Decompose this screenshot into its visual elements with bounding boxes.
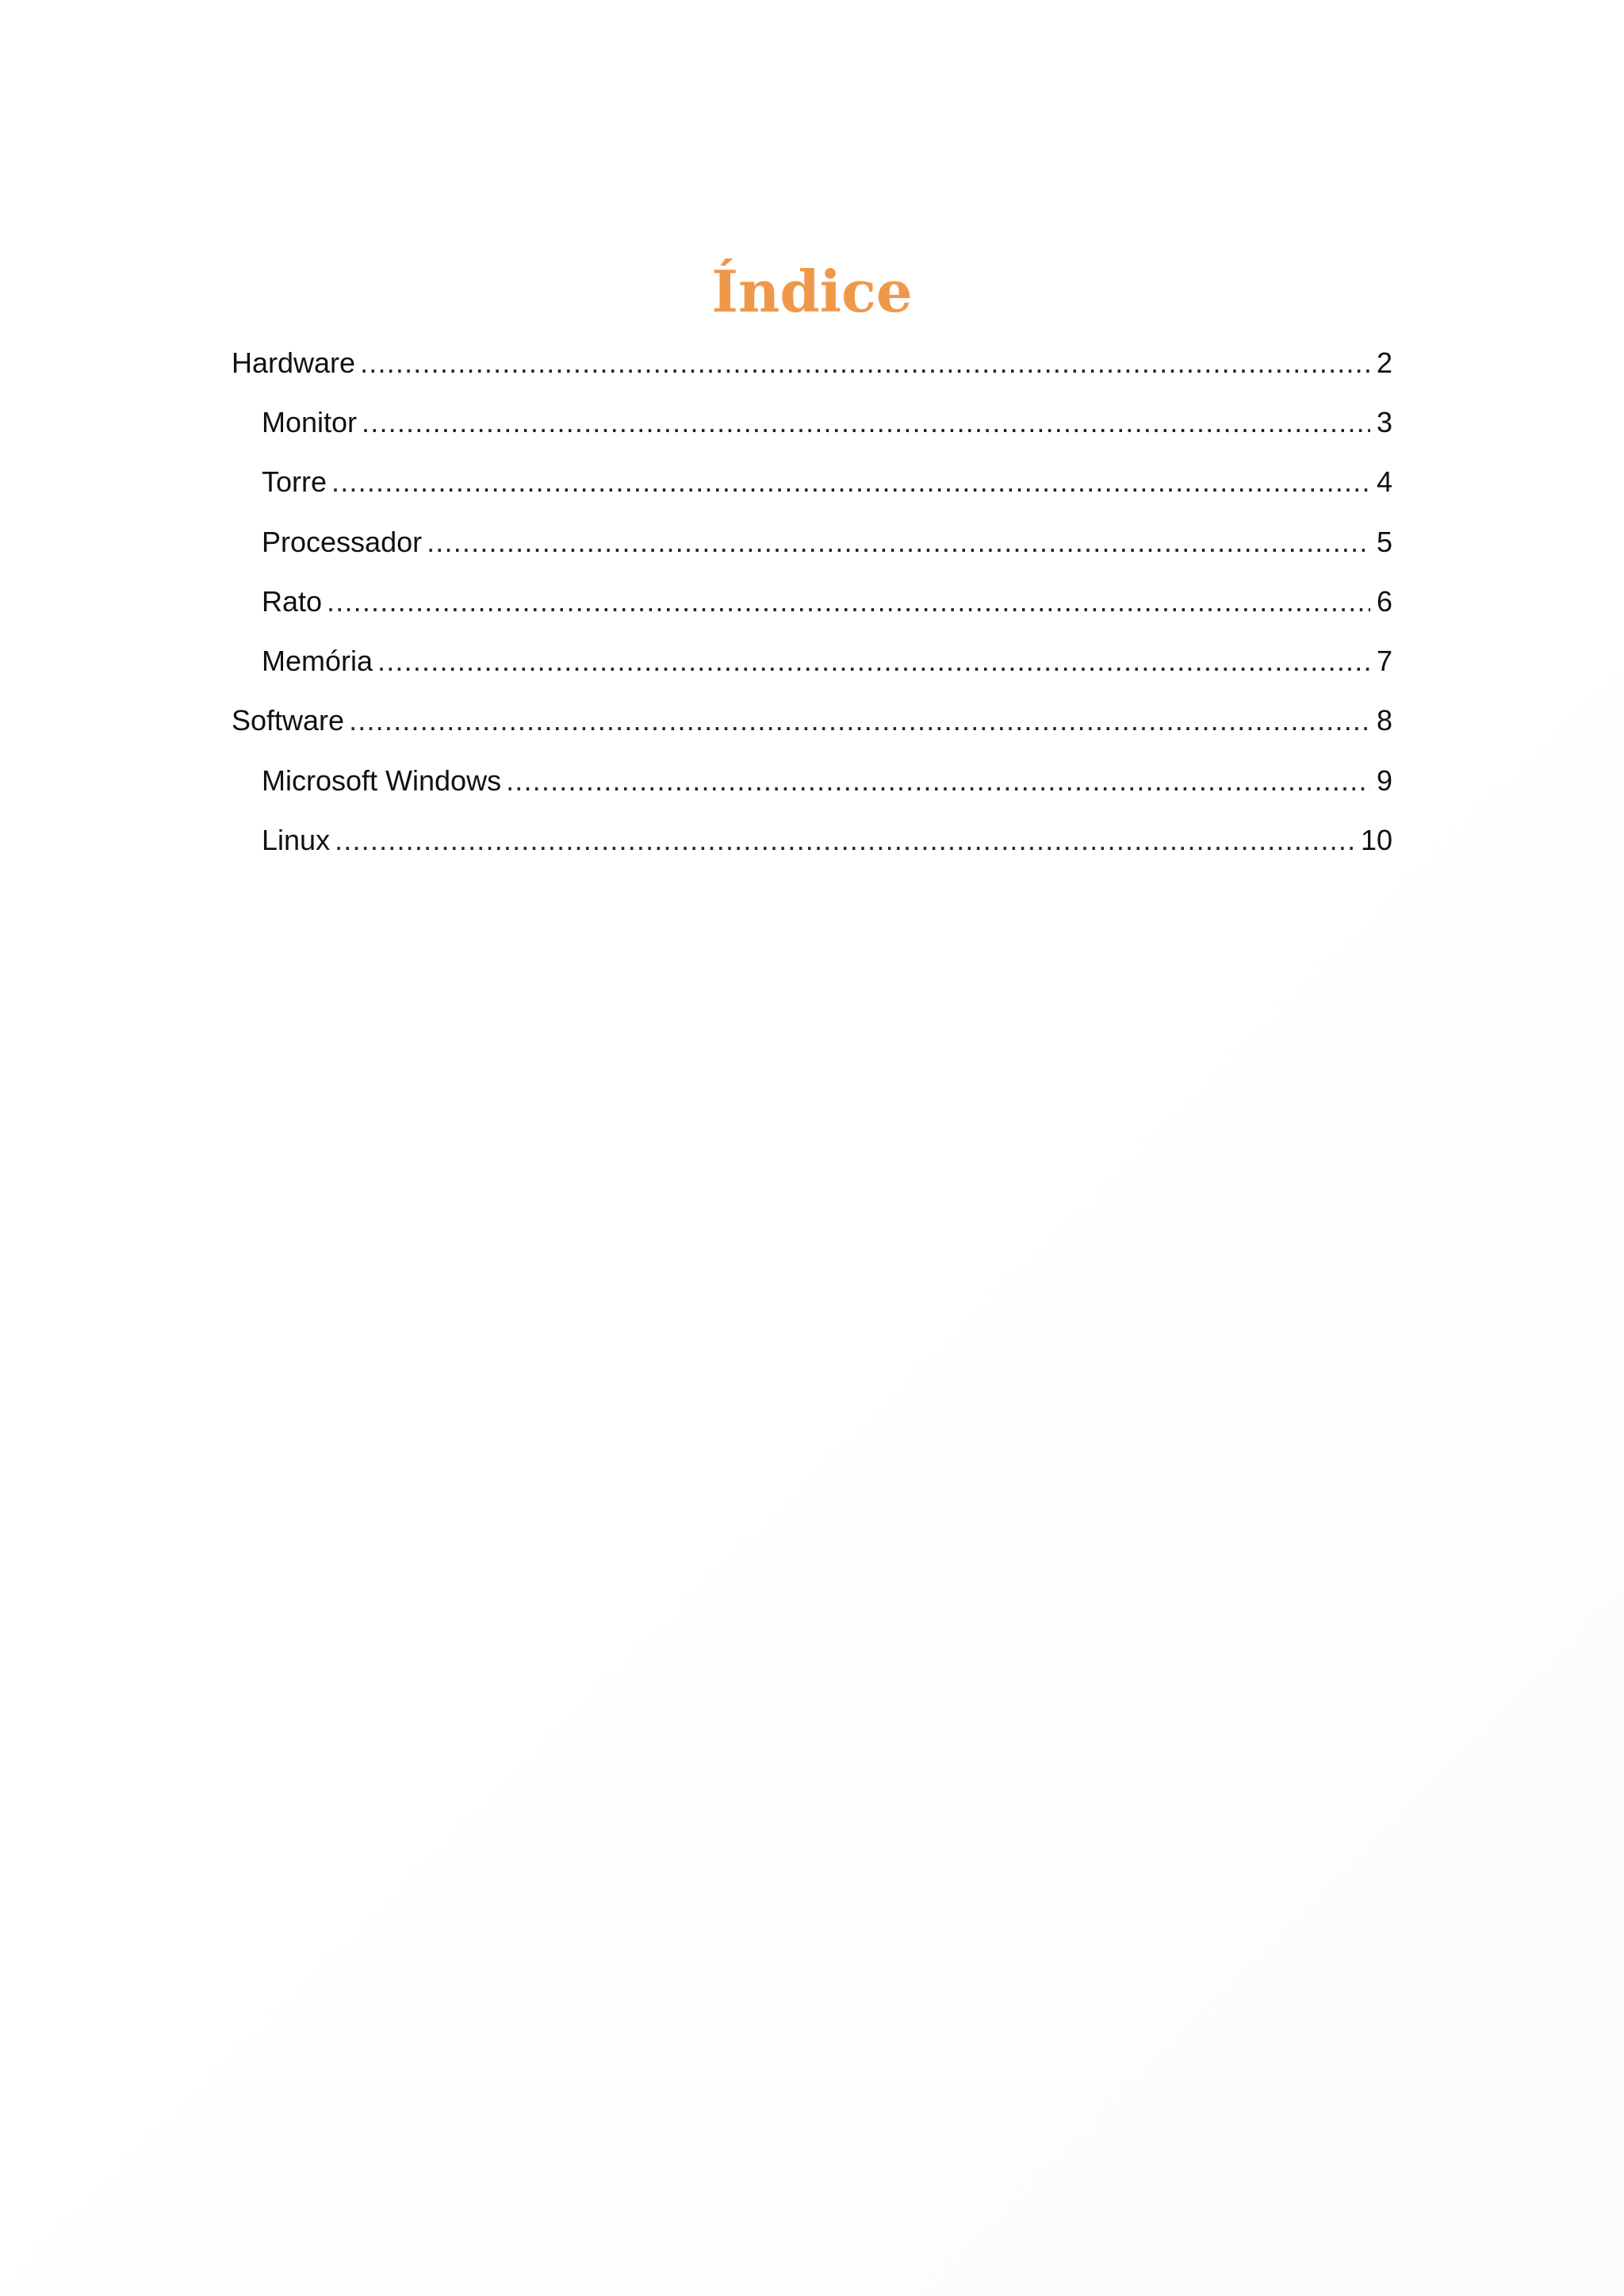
dot-leader — [331, 465, 1370, 499]
toc-title: Índice — [711, 258, 913, 325]
toc-entry-torre[interactable] — [232, 453, 1392, 512]
dot-leader — [377, 645, 1370, 678]
toc-entry-microsoft-windows[interactable] — [232, 751, 1392, 810]
toc-entry-page-number: 5 — [1376, 525, 1392, 558]
dot-leader — [349, 704, 1370, 737]
toc-entry-linux[interactable] — [232, 810, 1392, 870]
toc-entry-software[interactable] — [232, 691, 1392, 751]
toc-entry-monitor[interactable] — [232, 392, 1392, 452]
toc-entry-page-number: 10 — [1360, 824, 1392, 857]
toc-entry-processador[interactable] — [232, 512, 1392, 572]
toc-entry-label: Memória — [262, 645, 373, 678]
toc-entry-page-number: 7 — [1376, 645, 1392, 678]
toc-entry-label: Monitor — [262, 405, 358, 438]
toc-entry-page-number: 6 — [1376, 584, 1392, 618]
toc-entry-rato[interactable] — [232, 572, 1392, 631]
toc-entry-page-number: 2 — [1376, 346, 1392, 379]
toc-entry-label: Rato — [262, 584, 323, 618]
toc-entry-label: Hardware — [232, 346, 356, 379]
table-of-contents — [232, 333, 1392, 871]
toc-entry-page-number: 9 — [1376, 763, 1392, 797]
toc-entry-page-number: 3 — [1376, 405, 1392, 438]
toc-entry-label: Processador — [262, 525, 423, 558]
dot-leader — [362, 406, 1370, 439]
dot-leader — [327, 585, 1370, 618]
dot-leader — [427, 526, 1370, 559]
toc-entry-label: Microsoft Windows — [262, 763, 502, 797]
toc-entry-memoria[interactable] — [232, 631, 1392, 691]
dot-leader — [360, 346, 1370, 380]
toc-entry-label: Linux — [262, 824, 331, 857]
toc-entry-label: Torre — [262, 465, 327, 499]
toc-entry-hardware[interactable] — [232, 333, 1392, 392]
toc-entry-label: Software — [232, 704, 345, 737]
toc-entry-page-number: 8 — [1376, 704, 1392, 737]
dot-leader — [335, 824, 1354, 857]
toc-entry-page-number: 4 — [1376, 465, 1392, 499]
dot-leader — [506, 764, 1370, 798]
